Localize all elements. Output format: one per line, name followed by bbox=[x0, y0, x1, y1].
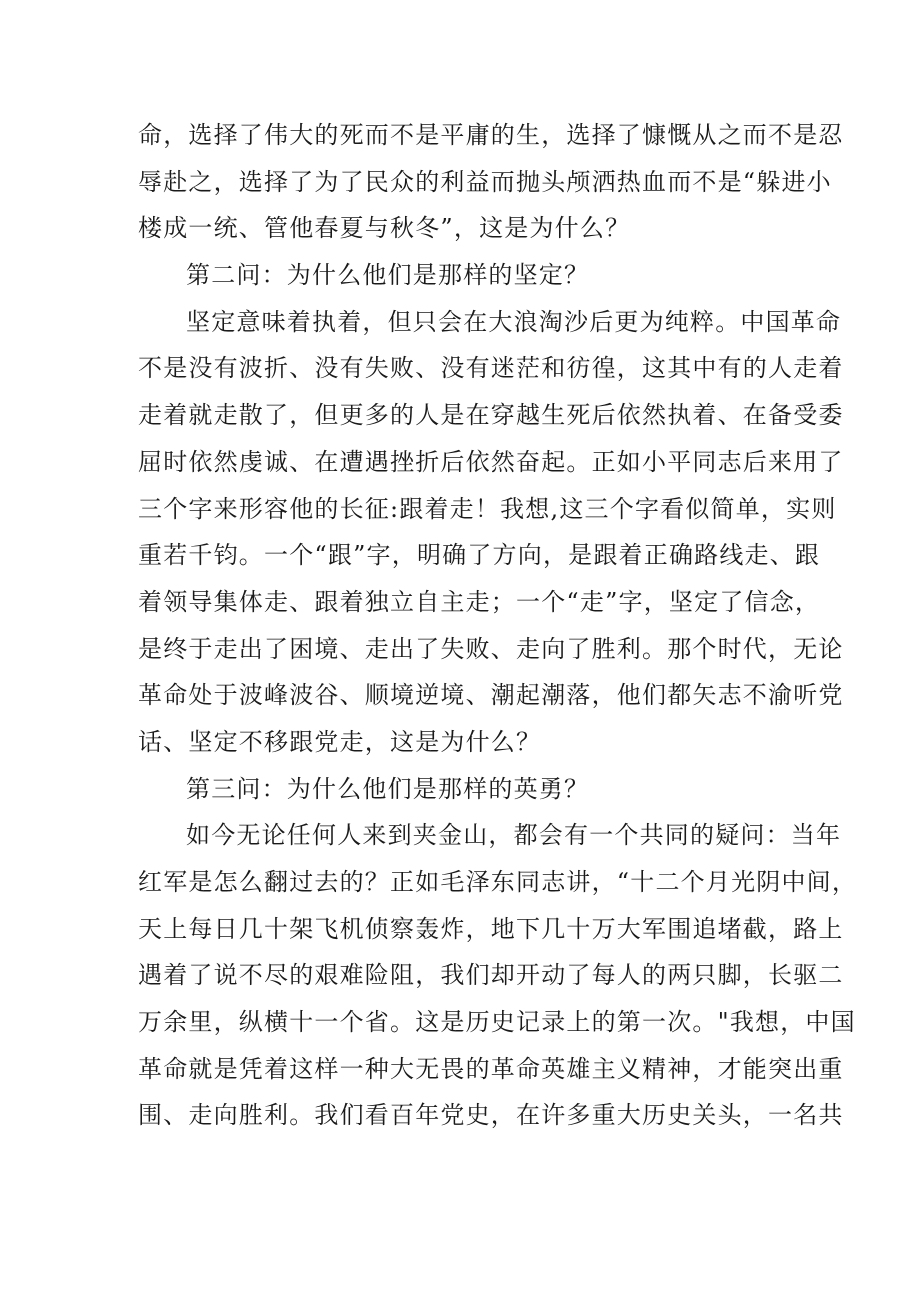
text-line: 是终于走出了困境、走出了失败、走向了胜利。那个时代，无论 bbox=[138, 634, 844, 663]
text-line: 红军是怎么翻过去的？正如毛泽东同志讲，“十二个月光阴中间， bbox=[138, 868, 858, 896]
text-line: 楼成一统、管他春夏与秋冬”，这是为什么？ bbox=[138, 214, 631, 243]
paragraph-start: 如今无论任何人来到夹金山，都会有一个共同的疑问：当年 bbox=[186, 821, 842, 850]
text-line: 命，选择了伟大的死而不是平庸的生，选择了慷慨从之而不是忍 bbox=[138, 121, 844, 149]
text-line: 三个字来形容他的长征:跟着走！我想,这三个字看似简单，实则 bbox=[138, 494, 837, 523]
text-line: 话、坚定不移跟党走，这是为什么？ bbox=[138, 727, 542, 756]
section-heading-2: 第二问：为什么他们是那样的坚定？ bbox=[186, 261, 590, 290]
paragraph-start: 坚定意味着执着，但只会在大浪淘沙后更为纯粹。中国革命 bbox=[186, 307, 842, 336]
body-text bbox=[138, 112, 858, 1139]
text-line: 遇着了说不尽的艰难险阻，我们却开动了每人的两只脚，长驱二 bbox=[138, 961, 844, 990]
text-line: 天上每日几十架飞机侦察轰炸，地下几十万大军围追堵截，路上 bbox=[138, 914, 844, 943]
text-line: 重若千钧。一个“跟”字，明确了方向，是跟着正确路线走、跟 bbox=[138, 541, 821, 570]
text-line: 屈时依然虔诚、在遭遇挫折后依然奋起。正如小平同志后来用了 bbox=[138, 447, 844, 476]
text-line: 万余里，纵横十一个省。这是历史记录上的第一次。"我想，中国 bbox=[138, 1008, 856, 1037]
text-line: 不是没有波折、没有失败、没有迷茫和彷徨，这其中有的人走着 bbox=[138, 354, 844, 383]
text-line: 革命处于波峰波谷、顺境逆境、潮起潮落，他们都矢志不渝听党 bbox=[138, 681, 844, 710]
text-line: 着领导集体走、跟着独立自主走；一个“走”字，坚定了信念， bbox=[138, 587, 821, 616]
text-line: 围、走向胜利。我们看百年党史，在许多重大历史关头，一名共 bbox=[138, 1101, 844, 1130]
text-line: 革命就是凭着这样一种大无畏的革命英雄主义精神，才能突出重 bbox=[138, 1054, 844, 1083]
text-line: 走着就走散了，但更多的人是在穿越生死后依然执着、在备受委 bbox=[138, 401, 844, 430]
text-line: 辱赴之，选择了为了民众的利益而抛头颅洒热血而不是“躲进小 bbox=[138, 167, 832, 196]
section-heading-3: 第三问：为什么他们是那样的英勇？ bbox=[186, 774, 590, 803]
